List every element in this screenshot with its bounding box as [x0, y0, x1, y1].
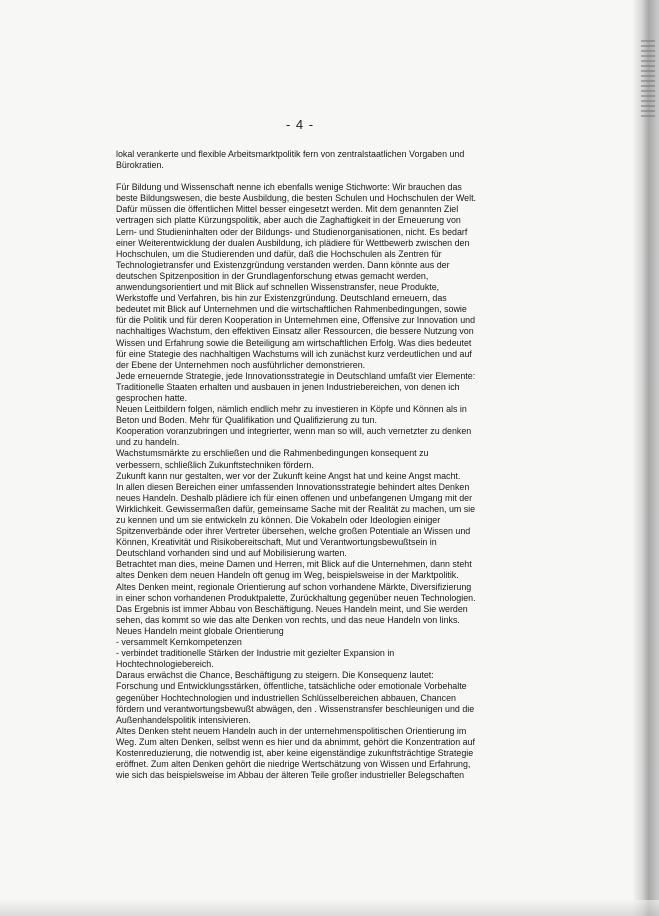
text-line: Technologietransfer und Existenzgründung verstanden werden. Dann könnte aus der	[116, 259, 450, 270]
paragraph-gap	[116, 171, 541, 182]
text-line: Zukunft kann nur gestalten, wer vor der Zukunft keine Angst hat und keine Angst macht.	[116, 470, 461, 481]
text-line: Können, Kreativität und Risikobereitschaft, Mut und Verantwortungsbewußtsein in	[116, 537, 437, 548]
text-line: Außenhandelspolitik intensivieren.	[116, 714, 251, 725]
text-line: - versammelt Kernkompetenzen	[116, 637, 242, 648]
text-line: gesprochen hatte.	[116, 392, 188, 403]
text-line: Hochschulen, um die Studierenden und dafür, daß die Hochschulen als Zentren für	[116, 248, 442, 259]
text-line: Altes Denken steht neuem Handeln auch in der unternehmenspolitischen Orientierung im	[116, 725, 467, 736]
text-line: Jede erneuernde Strategie, jede Innovationsstrategie in Deutschland umfaßt vier Elemente:	[116, 370, 476, 381]
text-line: Wirklichkeit. Gewissermaßen dafür, gemeinsame Sache mit der Realität zu machen, um sie	[116, 503, 476, 514]
text-line: Kooperation voranzubringen und integrierter, wenn man so will, auch vernetzter zu denken	[116, 426, 472, 437]
text-line: eröffnet. Zum alten Denken gehört die niedrige Wertschätzung von Wissen und Erfahrung,	[116, 759, 471, 770]
text-line: In allen diesen Bereichen einer umfassenden Innovationsstrategie behindert altes Denken	[116, 481, 470, 492]
text-line: der Ebene der Unternehmen noch ausführlicher demonstrieren.	[116, 359, 366, 370]
text-line: Weg. Zum alten Denken, selbst wenn es hier und da abnimmt, gehört die Konzentration auf	[116, 736, 475, 747]
text-line: Das Ergebnis ist immer Abbau von Beschäftigung. Neues Handeln meint, und Sie werden	[116, 603, 468, 614]
text-line: - verbindet traditionelle Stärken der Industrie mit gezielter Expansion in	[116, 648, 395, 659]
text-line: wie sich das beispielsweise im Abbau der älteren Teile großer industrieller Belegschaften	[116, 770, 465, 781]
scan-edge-noise	[641, 40, 655, 120]
text-line: Spitzenverbände oder ihrer Vertreter übersehen, welche großen Potentiale an Wissen und	[116, 526, 471, 537]
scan-bottom-shadow	[0, 900, 659, 916]
text-line: neues Handeln. Deshalb plädiere ich für einen offenen und unbefangenen Umgang mit der	[116, 492, 473, 503]
text-line: Lern- und Studieninhalten oder der Bildungs- und Studienorganisationen, nicht. Es bedarf	[116, 226, 468, 237]
text-line: Neuen Leitbildern folgen, nämlich endlich mehr zu investieren in Köpfe und Können als in	[116, 404, 467, 415]
text-line: in einer schon vorhandenen Produktpalette, Zurückhaltung gegenüber neuen Technologien.	[116, 592, 476, 603]
text-line: sehen, das kommt so wie das alte Denken von rechts, und das neue Handeln von links.	[116, 614, 460, 625]
text-line: für eine Stategie des nachhaltigen Wachstums will ich zunächst kurz verdeutlichen und auf	[116, 348, 472, 359]
text-line: bedeutet mit Blick auf Unternehmen und die wirtschaftlichen Rahmenbedingungen, sowie	[116, 304, 467, 315]
scan-edge-shadow	[633, 0, 659, 916]
text-line: anwendungsorientiert und mit Blick auf schnellen Wissenstransfer, neue Produkte,	[116, 282, 440, 293]
text-line: Beton und Boden. Mehr für Qualifikation und Qualifizierung zu tun.	[116, 415, 377, 426]
page-number: - 4 -	[285, 117, 315, 132]
text-line: Deutschland vorhanden sind und auf Mobilisierung warten.	[116, 548, 347, 559]
text-line: zu kennen und um sie entwickeln zu können. Die Vokabeln oder Ideologien einiger	[116, 515, 441, 525]
text-line: Betrachtet man dies, meine Damen und Herren, mit Blick auf die Unternehmen, dann steht	[116, 559, 472, 570]
text-line: Traditionelle Staaten erhalten und ausbauen in jenen Industriebereichen, von denen ich	[116, 381, 460, 392]
text-line: Kostenreduzierung, die notwendig ist, aber keine eigenständige zukunftsträchtige Strategie	[116, 747, 474, 758]
text-line: lokal verankerte und flexible Arbeitsmarktpolitik fern von zentralstaatlichen Vorgaben und	[116, 149, 465, 159]
text-line: Neues Handeln meint globale Orientierung	[116, 625, 284, 636]
text-line: einer Weiterentwicklung der dualen Ausbildung, ich plädiere für Wettbewerb zwischen den	[116, 237, 470, 248]
text-line: vertragen sich platte Kürzungspolitik, aber auch die Zaghaftigkeit in der Erneuerung von	[116, 215, 461, 226]
text-line: verbessern, schließlich Zukunftstechniken fördern.	[116, 459, 314, 470]
text-line: Bürokratien.	[116, 160, 164, 171]
text-line: beste Bildungswesen, die beste Ausbildung, die besten Schulen und Hochschulen der Welt.	[116, 193, 477, 204]
text-line: Altes Denken meint, regionale Orientierung auf schon vorhandene Märkte, Diversifizierung	[116, 581, 472, 592]
text-line: altes Denken dem neuen Handeln oft genug im Weg, beispielsweise in der Marktpolitik.	[116, 570, 459, 581]
text-line: Dafür müssen die öffentlichen Mittel besser eingesetzt werden. Mit dem genannten Ziel	[116, 204, 459, 215]
text-line: Wissen und Erfahrung sowie die Beteiligung am wirtschaftlichen Erfolg. Was dies bedeutet	[116, 337, 472, 348]
text-line: Hochtechnologiebereich.	[116, 659, 214, 670]
text-line: Wachstumsmärkte zu erschließen und die Rahmenbedingungen konsequent zu	[116, 448, 429, 459]
text-line: fördern und verantwortungsbewußt abwägen, den . Wissenstransfer beschleunigen und die	[116, 703, 475, 714]
text-line: Forschung und Entwicklungsstärken, öffentliche, tatsächliche oder emotionale Vorbehalte	[116, 681, 467, 692]
text-line: Für Bildung und Wissenschaft nenne ich ebenfalls wenige Stichworte: Wir brauchen das	[116, 182, 462, 193]
text-line: Werkstoffe und Verfahren, bis hin zur Existenzgründung. Deutschland erneuern, das	[116, 293, 447, 304]
body-text	[116, 149, 541, 781]
text-line: und zu handeln.	[116, 437, 180, 448]
text-line: für die Politik und für deren Kooperation in Unternehmen eine, Offensive zur Innovation und	[116, 315, 476, 326]
text-line: gegenüber Hochtechnologien und industriellen Schlüsselbereichen abbauen, Chancen	[116, 692, 456, 703]
text-line: Daraus erwächst die Chance, Beschäftigung zu steigern. Die Konsequenz lautet:	[116, 670, 434, 681]
text-line: deutschen Spitzenposition in der Grundlagenforschung etwas gemacht werden,	[116, 270, 429, 281]
text-line: nachhaltiges Wachstum, den effektiven Einsatz aller Ressourcen, die bessere Nutzung von	[116, 326, 474, 337]
